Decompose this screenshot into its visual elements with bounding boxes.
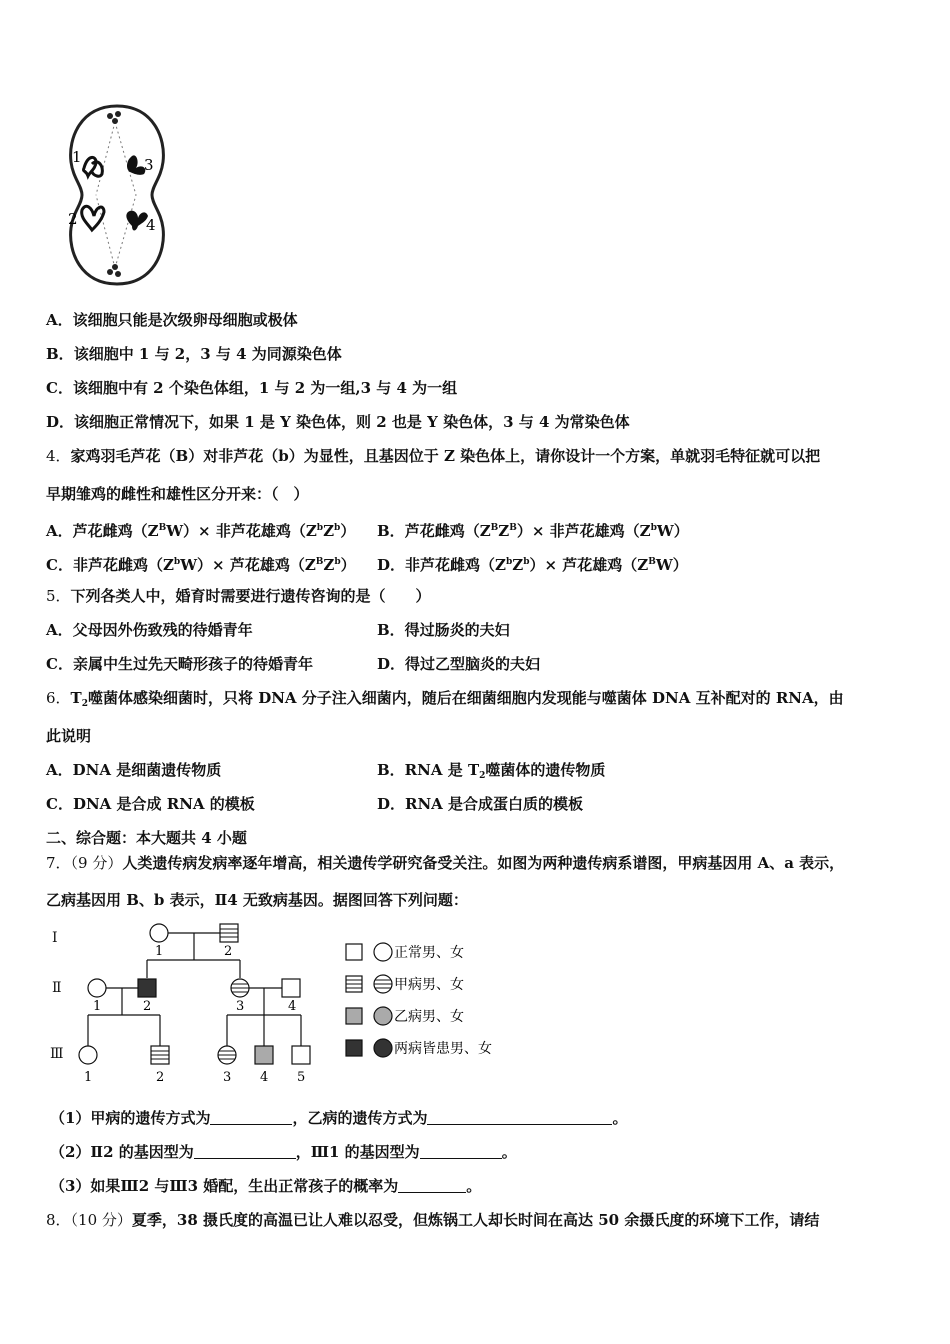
chromosome-label: 1: [72, 148, 82, 166]
individual-II-2: [138, 979, 156, 997]
individual-I-2: [220, 924, 238, 942]
individual-number: 4: [288, 999, 297, 1014]
cell-membrane: [71, 106, 164, 284]
individual-III-5: [292, 1046, 310, 1064]
spindle-fiber: [96, 122, 115, 195]
chromosome-3: [127, 155, 145, 174]
chromosome-2: [82, 206, 104, 230]
chromosome-label: 2: [68, 210, 78, 228]
chromosome-label: 3: [144, 156, 154, 174]
legend-label: 正常男、女: [394, 945, 464, 961]
individual-number: 2: [143, 999, 152, 1014]
q3-option-c: C．该细胞中有 2 个染色体组，1 与 2 为一组,3 与 4 为一组: [46, 379, 458, 397]
section-heading: 二、综合题：本大题共 4 小题: [46, 829, 247, 847]
q6-stem: 6．$T_2$噬菌体感染细菌时，只将 DNA 分子注入细菌内，随后在细菌细胞内发现能与噬菌体 DNA 互补配对的 RNA，由: [46, 689, 844, 709]
q5-option-c: C．亲属中生过先天畸形孩子的待婚青年: [46, 655, 313, 673]
q7-sub2: （2）Ⅱ2 的基因型为 ，Ⅲ1 的基因型为 。: [50, 1143, 517, 1161]
individual-I-1: [150, 924, 168, 942]
generation-label: Ⅲ: [50, 1046, 64, 1062]
q4-stem: 4．家鸡羽毛芦花（B）对非芦花（b）为显性，且基因位于 Z 染色体上，请你设计一个方案，单就羽毛特征就可以把: [46, 447, 821, 465]
q3-option-a: A．该细胞只能是次级卵母细胞或极体: [46, 311, 298, 329]
q8-stem: 8．（10 分）夏季，38 摄氏度的高温已让人难以忍受，但炼锅工人却长时间在高达 50 余摄氏度的环境下工作，请结: [46, 1211, 820, 1229]
spindle-fiber: [115, 195, 136, 268]
q6-option-c: C．DNA 是合成 RNA 的模板: [46, 795, 255, 813]
q6-stem-cont: 此说明: [46, 727, 92, 745]
individual-number: 2: [224, 944, 233, 959]
individual-number: 2: [156, 1070, 165, 1085]
centriole-bottom: [107, 264, 121, 277]
individual-number: 4: [260, 1070, 269, 1085]
individual-number: 1: [93, 999, 102, 1014]
q7-sub3: （3）如果Ⅲ2 与Ⅲ3 婚配，生出正常孩子的概率为 。: [50, 1177, 482, 1195]
chromosome-label: 4: [146, 216, 156, 234]
generation-label: Ⅰ: [52, 930, 58, 946]
legend-label: 乙病男、女: [394, 1009, 464, 1025]
q4-option-c: C．非芦花雌鸡$(Z^bW)\times$ 芦花雄鸡$(Z^BZ^b)$: [46, 556, 356, 574]
q5-option-b: B．得过肠炎的夫妇: [377, 621, 510, 639]
q7-stem: 7．（9 分）人类遗传病发病率逐年增高，相关遗传学研究备受关注。如图为两种遗传病系谱图，甲病基因用 A、a 表示，: [46, 854, 845, 872]
answer-blank[interactable]: [194, 1144, 296, 1159]
individual-number: 1: [84, 1070, 93, 1085]
q4-stem-cont: 早期雏鸡的雌性和雄性区分开来：（ ）: [46, 485, 309, 503]
chromosome-4: [126, 211, 148, 231]
spindle-fiber: [96, 195, 115, 268]
q3-option-b: B．该细胞中 1 与 2，3 与 4 为同源染色体: [46, 345, 342, 363]
individual-number: 3: [236, 999, 245, 1014]
individual-II-4: [282, 979, 300, 997]
q5-stem: 5．下列各类人中，婚育时需要进行遗传咨询的是（ ）: [46, 587, 431, 605]
q6-option-a: A．DNA 是细菌遗传物质: [46, 761, 222, 779]
answer-blank[interactable]: [210, 1110, 292, 1125]
pedigree-chart: [44, 918, 524, 1088]
individual-II-1: [88, 979, 106, 997]
individual-number: 1: [155, 944, 164, 959]
generation-label: Ⅱ: [52, 980, 62, 996]
legend: [346, 943, 492, 1057]
individual-III-1: [79, 1046, 97, 1064]
cell-division-figure: [58, 100, 176, 290]
legend-label: 甲病男、女: [394, 977, 464, 993]
answer-blank[interactable]: [398, 1178, 466, 1193]
chromosome-1: [83, 157, 102, 176]
q3-option-d: D．该细胞正常情况下，如果 1 是 Y 染色体，则 2 也是 Y 染色体，3 与 4 为常染色体: [46, 413, 630, 431]
individual-III-3: [218, 1046, 236, 1064]
individual-III-2: [151, 1046, 169, 1064]
individual-number: 5: [297, 1070, 306, 1085]
q4-option-b: B．芦花雌鸡$(Z^BZ^B)\times$ 非芦花雄鸡$(Z^bW)$: [377, 522, 689, 540]
q6-option-d: D．RNA 是合成蛋白质的模板: [377, 795, 584, 813]
individual-III-4: [255, 1046, 273, 1064]
q4-option-d: D．非芦花雌鸡$(Z^bZ^b)\times$ 芦花雄鸡$(Z^BW)$: [377, 556, 688, 574]
individual-number: 3: [223, 1070, 232, 1085]
centriole-top: [107, 111, 121, 124]
answer-blank[interactable]: [427, 1110, 612, 1125]
answer-blank[interactable]: [420, 1144, 502, 1159]
q5-option-a: A．父母因外伤致残的待婚青年: [46, 621, 253, 639]
q7-stem-cont: 乙病基因用 B、b 表示，Ⅱ4 无致病基因。据图回答下列问题：: [46, 891, 468, 909]
q7-sub1: （1）甲病的遗传方式为 ，乙病的遗传方式为 。: [50, 1109, 628, 1127]
individual-II-3: [231, 979, 249, 997]
q6-option-b: B．RNA 是 $T_2$噬菌体的遗传物质: [377, 761, 606, 781]
q4-option-a: A．芦花雌鸡$(Z^BW)\times$ 非芦花雄鸡$(Z^bZ^b)$: [46, 522, 356, 540]
q5-option-d: D．得过乙型脑炎的夫妇: [377, 655, 541, 673]
legend-label: 两病皆患男、女: [394, 1041, 492, 1057]
